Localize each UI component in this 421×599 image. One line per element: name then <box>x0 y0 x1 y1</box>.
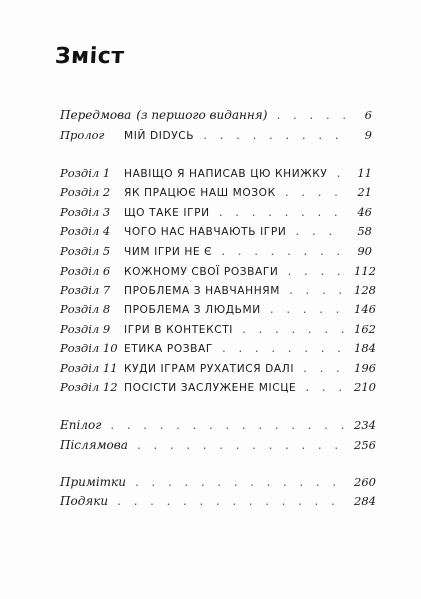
toc-title: ЯК ПРАЦЮЄ НАШ МОЗОК <box>124 187 276 199</box>
toc-leader-dots <box>241 325 346 336</box>
toc-leader-dots <box>220 247 346 258</box>
toc-leader-dots <box>116 497 346 508</box>
toc-entry-chapter[interactable] <box>60 380 376 398</box>
toc-page-number: 234 <box>354 418 376 432</box>
toc-title: ІГРИ В КОНТЕКСТІ <box>124 324 234 336</box>
toc-title: ПРОБЛЕМА З НАВЧАННЯМ <box>124 285 280 297</box>
toc-label: Розділ 12 <box>60 380 118 394</box>
toc-entry-chapter[interactable] <box>60 244 372 262</box>
toc-label: Післямова <box>60 438 128 452</box>
toc-label: Передмова <box>60 108 132 122</box>
toc-entry-afterword[interactable] <box>60 438 376 456</box>
toc-title: ЕТИКА РОЗВАГ <box>124 343 213 355</box>
toc-page-number: 256 <box>354 438 376 452</box>
toc-page-number: 9 <box>364 128 372 142</box>
toc-entry-chapter[interactable] <box>60 322 376 340</box>
toc-label: Епілог <box>60 418 102 432</box>
toc-page-number: 112 <box>354 264 376 278</box>
toc-label: Розділ 9 <box>60 322 111 336</box>
toc-label: Розділ 7 <box>60 283 111 297</box>
toc-leader-dots <box>269 305 346 316</box>
toc-title: ЧОГО НАС НАВЧАЮТЬ ІГРИ <box>124 226 287 238</box>
toc-label: Розділ 5 <box>60 244 111 258</box>
toc-page-number: 210 <box>354 380 376 394</box>
toc-label: Розділ 3 <box>60 205 111 219</box>
toc-entry-prologue[interactable] <box>60 128 372 146</box>
toc-page-number: 184 <box>354 341 376 355</box>
toc-entry-chapter[interactable] <box>60 302 376 320</box>
toc-label: Розділ 1 <box>60 166 111 180</box>
toc-leader-dots <box>284 188 346 199</box>
toc-leader-dots <box>136 441 346 452</box>
toc-leader-dots <box>109 421 346 432</box>
toc-title: КОЖНОМУ СВОЇ РОЗВАГИ <box>124 266 279 278</box>
toc-label: Розділ 8 <box>60 302 111 316</box>
toc-leader-dots <box>134 478 346 489</box>
toc-label: Пролог <box>60 128 105 142</box>
toc-title: КУДИ ІГРАМ РУХАТИСЯ DАЛІ <box>124 363 295 375</box>
toc-leader-dots <box>335 169 346 180</box>
toc-entry-chapter[interactable] <box>60 283 376 301</box>
toc-page-number: 128 <box>354 283 376 297</box>
toc-leader-dots <box>302 364 346 375</box>
toc-page-number: 162 <box>354 322 376 336</box>
toc-entry-notes[interactable] <box>60 475 376 493</box>
toc-leader-dots <box>304 383 346 394</box>
toc-entry-chapter[interactable] <box>60 341 376 359</box>
toc-title: ЧИМ ІГРИ НЕ Є <box>124 246 213 258</box>
toc-entry-chapter[interactable] <box>60 185 372 203</box>
toc-page-number: 6 <box>364 108 372 122</box>
toc-leader-dots <box>202 131 346 142</box>
toc-page-number: 284 <box>354 494 376 508</box>
toc-entry-chapter[interactable] <box>60 205 372 223</box>
toc-entry-chapter[interactable] <box>60 224 372 242</box>
toc-title: НАВІЩО Я НАПИСАВ ЦЮ КНИЖКУ <box>124 168 328 180</box>
toc-label: Розділ 10 <box>60 341 118 355</box>
toc-page-number: 58 <box>357 224 372 238</box>
toc-page-number: 196 <box>354 361 376 375</box>
toc-title: МІЙ DIDУСЬ <box>124 130 195 142</box>
toc-label: Розділ 4 <box>60 224 111 238</box>
toc-label: Подяки <box>60 494 109 508</box>
toc-page-number: 146 <box>354 302 376 316</box>
toc-page-number: 21 <box>357 185 372 199</box>
page-title: Зміст <box>54 44 126 69</box>
toc-title: ПРОБЛЕМА З ЛЮДЬМИ <box>124 304 261 316</box>
toc-leader-dots <box>286 267 346 278</box>
toc-entry-acknowledgements[interactable] <box>60 494 376 512</box>
toc-leader-dots <box>294 227 346 238</box>
toc-label: Примітки <box>60 475 126 489</box>
toc-label: Розділ 11 <box>60 361 118 375</box>
toc-leader-dots <box>221 344 346 355</box>
toc-title: ПОСІСТИ ЗАСЛУЖЕНЕ МІСЦЕ <box>124 382 297 394</box>
toc-label: Розділ 2 <box>60 185 111 199</box>
toc-entry-chapter[interactable] <box>60 264 376 282</box>
toc-title: ЩО ТАКЕ ІГРИ <box>124 207 210 219</box>
toc-entry-preface[interactable] <box>60 108 372 126</box>
toc-entry-chapter[interactable] <box>60 361 376 379</box>
toc-page-number: 90 <box>357 244 372 258</box>
toc-page-number: 11 <box>357 166 372 180</box>
toc-title: (з першого видання) <box>136 108 268 122</box>
toc-label: Розділ 6 <box>60 264 111 278</box>
toc-page-number: 46 <box>357 205 372 219</box>
toc-leader-dots <box>218 208 346 219</box>
toc-page-number: 260 <box>354 475 376 489</box>
toc-leader-dots <box>288 286 346 297</box>
toc-entry-chapter[interactable] <box>60 166 372 184</box>
toc-leader-dots <box>275 111 346 122</box>
toc-entry-epilogue[interactable] <box>60 418 376 436</box>
